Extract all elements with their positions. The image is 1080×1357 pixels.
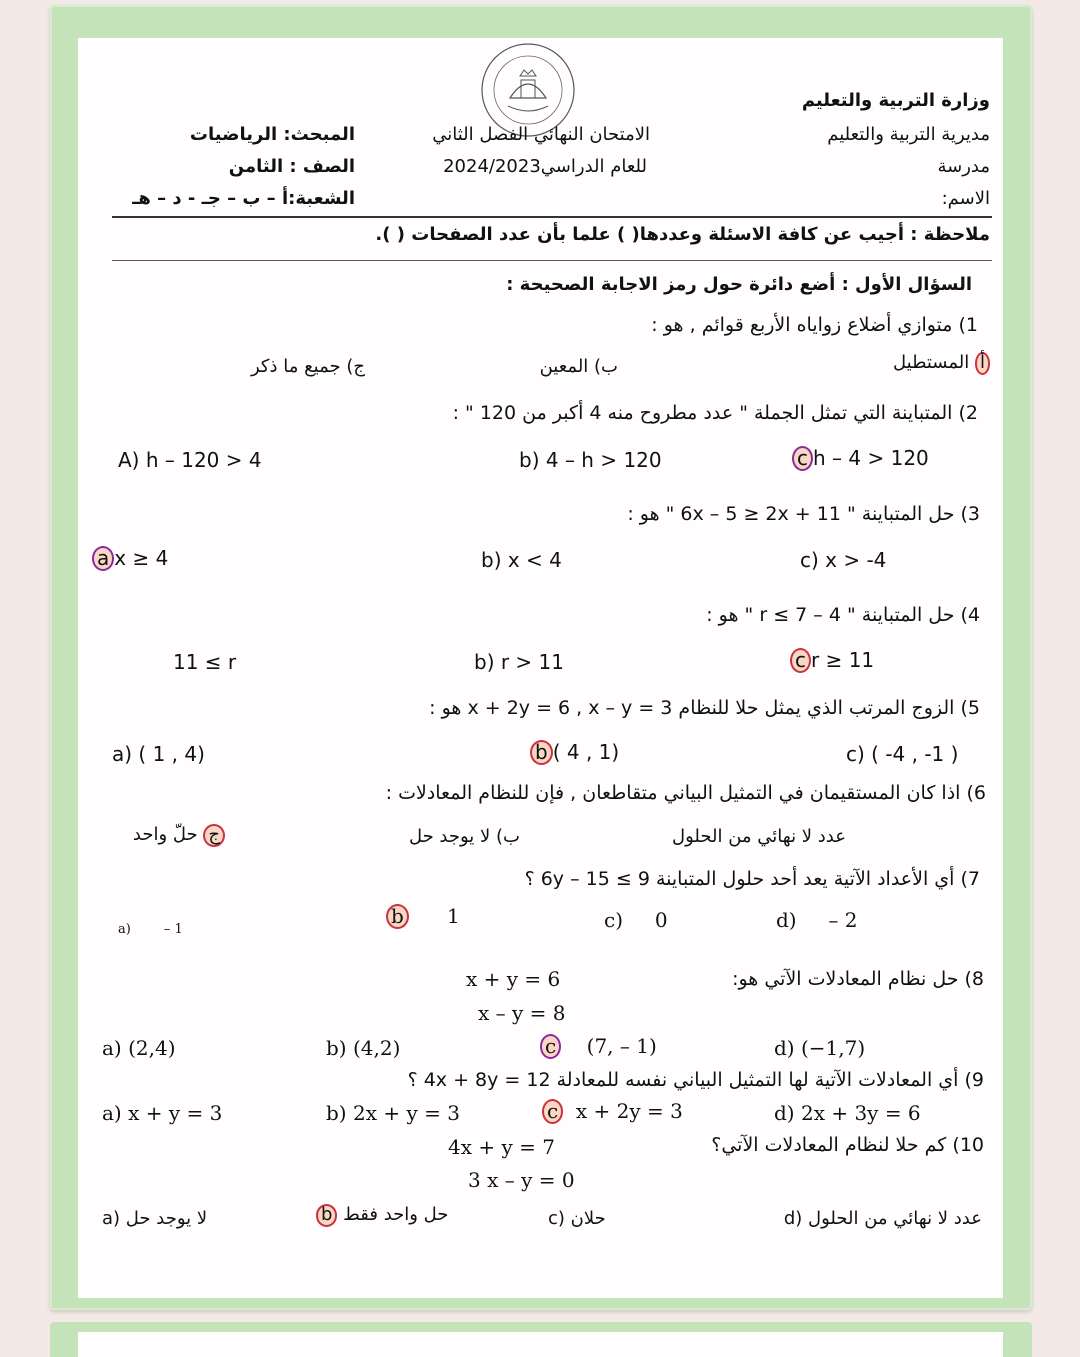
q1-option-a[interactable] — [893, 352, 990, 375]
q3-option-a[interactable] — [92, 546, 168, 571]
note-divider — [112, 260, 992, 261]
q8-option-b[interactable]: b) (4,2) — [326, 1036, 401, 1060]
q2-option-c[interactable] — [792, 446, 929, 471]
q10-option-b[interactable] — [316, 1204, 448, 1227]
q5-answer-mark: b — [530, 740, 553, 765]
q10-equation-2: 3 x – y = 0 — [468, 1168, 575, 1192]
q3-option-c[interactable]: c) x > -4 — [800, 548, 887, 572]
q4-answer-mark: c — [790, 648, 811, 673]
section: الشعبة:أ – ب – جـ - د – هـ — [132, 188, 355, 209]
q7-option-c[interactable] — [604, 908, 668, 932]
q6-option-b[interactable]: ب) لا يوجد حل — [408, 826, 520, 847]
q2-stem: 2) المتباينة التي تمثل الجملة " عدد مطروح منه 4 أكبر من 120 " : — [452, 402, 978, 424]
q1-answer-mark: أ — [975, 352, 990, 375]
subject: المبحث: الرياضيات — [189, 124, 355, 145]
q10-option-c[interactable]: c) حلان — [548, 1208, 606, 1229]
q10-equation-1: 4x + y = 7 — [448, 1135, 555, 1159]
q8-equation-2: x – y = 8 — [478, 1001, 566, 1025]
q10-stem: 10) كم حلا لنظام المعادلات الآتي؟ — [711, 1134, 984, 1156]
q4-option-a[interactable]: 11 ≤ r — [173, 650, 237, 674]
q3-answer-mark: a — [92, 546, 114, 571]
header-divider — [112, 216, 992, 218]
q1-option-a-text: المستطيل — [893, 352, 975, 373]
q10-option-b-text: حل واحد فقط — [343, 1204, 449, 1225]
q10-answer-mark: b — [316, 1204, 337, 1227]
q3-stem: 3) حل المتباينة " 6x – 5 ≥ 2x + 11 " هو : — [627, 503, 980, 525]
q2-option-a[interactable]: A) h – 120 > 4 — [118, 448, 262, 472]
q8-option-c[interactable] — [540, 1034, 657, 1059]
q10-option-d[interactable]: عدد لا نهائي من الحلول (d — [783, 1208, 982, 1229]
q7-option-a-value: – 1 — [163, 922, 183, 937]
next-sheet — [78, 1332, 1003, 1357]
q8-option-d[interactable]: d) (−1,7) — [774, 1036, 866, 1060]
q8-option-a[interactable]: a) (2,4) — [102, 1036, 176, 1060]
q4-option-b[interactable]: b) r > 11 — [474, 650, 564, 674]
q1-option-c[interactable]: ج) جميع ما ذكر — [251, 356, 365, 377]
exam-title: الامتحان النهائي الفصل الثاني — [432, 124, 650, 145]
q10-option-a[interactable]: a) لا يوجد حل — [102, 1208, 208, 1229]
q5-option-c[interactable]: c) ( -4 , -1 ) — [846, 742, 959, 766]
q8-equation-1: x + y = 6 — [466, 967, 561, 991]
q8-option-c-text: (7, – 1) — [586, 1034, 657, 1058]
q7-answer-mark: b — [386, 904, 409, 929]
q3-option-b[interactable]: b) x < 4 — [481, 548, 562, 572]
q9-option-b[interactable]: b) 2x + y = 3 — [326, 1101, 460, 1125]
q7-option-d-value: – 2 — [828, 908, 858, 932]
q4-option-c[interactable] — [790, 648, 874, 673]
exam-note: ملاحظة : أجيب عن كافة الاسئلة وعددها( ) علما بأن عدد الصفحات ( ). — [375, 224, 990, 245]
q6-stem: 6) اذا كان المستقيمان في التمثيل البياني متقاطعان , فإن للنظام المعادلات : — [385, 782, 986, 804]
q9-option-a[interactable]: a) x + y = 3 — [102, 1101, 223, 1125]
q7-option-c-label: c) — [604, 908, 624, 932]
q6-answer-mark: ج — [203, 824, 225, 847]
grade: الصف : الثامن — [228, 156, 355, 177]
q6-option-a[interactable]: عدد لا نهائي من الحلول — [672, 826, 846, 847]
q9-option-d[interactable]: d) 2x + 3y = 6 — [774, 1101, 921, 1125]
ministry-name: وزارة التربية والتعليم — [801, 90, 990, 111]
q9-option-c-text: x + 2y = 3 — [575, 1099, 683, 1123]
q9-option-c[interactable] — [542, 1099, 683, 1124]
q6-option-c-text: حلّ واحد — [132, 824, 198, 845]
q4-stem: 4) حل المتباينة " 4 – r ≤ 7 " هو : — [706, 604, 980, 626]
q7-option-a-label: a) — [118, 922, 131, 937]
q5-option-b-text: ( 4 , 1) — [552, 740, 620, 764]
q7-option-b-value: 1 — [446, 904, 460, 928]
q5-stem: 5) الزوج المرتب الذي يمثل حلا للنظام x + 2y = 6 , x – y = 3 هو : — [429, 697, 980, 719]
q6-option-c[interactable] — [133, 824, 225, 847]
academic-year: للعام الدراسي2024/2023 — [443, 156, 647, 177]
q1-option-b[interactable]: ب) المعين — [539, 356, 618, 377]
school-label: مدرسة — [937, 156, 990, 177]
q8-stem: 8) حل نظام المعادلات الآتي هو: — [732, 968, 984, 990]
q9-answer-mark: c — [542, 1099, 563, 1124]
q7-option-c-value: 0 — [654, 908, 668, 932]
q4-option-c-text: r ≥ 11 — [811, 648, 875, 672]
q1-stem: 1) متوازي أضلاع زواياه الأربع قوائم , هو : — [651, 314, 978, 336]
q7-option-b[interactable] — [386, 904, 460, 929]
q7-option-d-label: d) — [776, 908, 797, 932]
question-1-title: السؤال الأول : أضع دائرة حول رمز الاجابة الصحيحة : — [506, 274, 972, 295]
q7-option-a[interactable] — [118, 922, 183, 937]
q2-answer-mark: c — [792, 446, 813, 471]
student-name-label: الاسم: — [941, 188, 990, 209]
q5-option-a[interactable]: a) ( 1 , 4) — [112, 742, 205, 766]
q8-answer-mark: c — [540, 1034, 561, 1059]
directorate: مديرية التربية والتعليم — [827, 124, 990, 145]
q3-option-a-text: x ≥ 4 — [114, 546, 169, 570]
q5-option-b[interactable] — [530, 740, 619, 765]
q7-option-d[interactable] — [776, 908, 858, 932]
q9-stem: 9) أي المعادلات الآتية لها التمثيل البياني نفسه للمعادلة 4x + 8y = 12 ؟ — [407, 1069, 984, 1091]
q2-option-b[interactable]: b) 4 – h > 120 — [519, 448, 662, 472]
q7-stem: 7) أي الأعداد الآتية يعد أحد حلول المتباينة 9 ≥ 15 – 6y ؟ — [524, 868, 980, 890]
q2-option-c-text: h – 4 > 120 — [813, 446, 929, 470]
